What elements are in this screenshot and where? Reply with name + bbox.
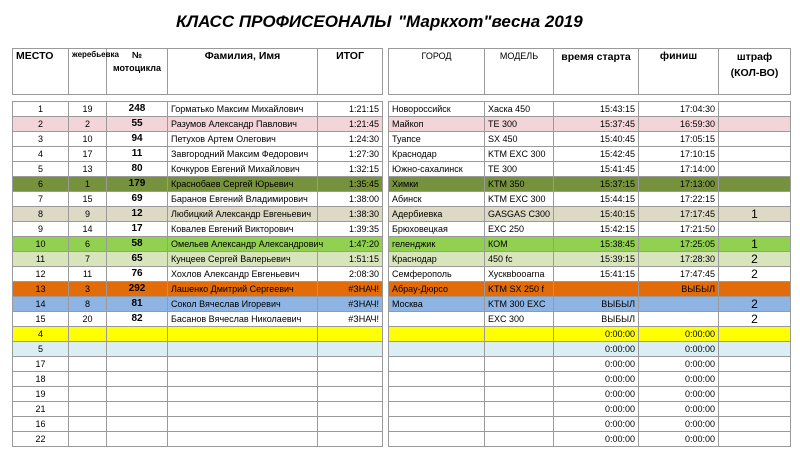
name-cell[interactable] (168, 432, 318, 447)
penalty-cell[interactable] (719, 432, 791, 447)
table-row (13, 162, 791, 177)
table-row (13, 387, 791, 402)
draw-cell[interactable] (69, 402, 107, 417)
penalty-cell[interactable] (719, 177, 791, 192)
header-number: № мотоцикла (107, 49, 168, 95)
finish-cell[interactable]: 17:25:05 (639, 237, 719, 252)
place-cell[interactable]: 6 (13, 177, 69, 192)
model-cell[interactable] (485, 417, 554, 432)
finish-cell[interactable] (639, 312, 719, 327)
number-cell[interactable] (107, 417, 168, 432)
place-cell[interactable]: 4 (13, 327, 69, 342)
total-cell[interactable]: 1:35:45 (318, 177, 383, 192)
finish-cell[interactable]: 17:14:00 (639, 162, 719, 177)
place-cell[interactable]: 7 (13, 192, 69, 207)
start-cell[interactable]: 0:00:00 (554, 417, 639, 432)
place-cell[interactable]: 11 (13, 252, 69, 267)
start-cell[interactable]: 15:43:15 (554, 102, 639, 117)
model-cell[interactable] (485, 387, 554, 402)
name-cell[interactable]: Кунцеев Сергей Валерьевич (168, 252, 318, 267)
table-row (13, 417, 791, 432)
total-cell[interactable] (318, 357, 383, 372)
model-cell[interactable] (485, 342, 554, 357)
draw-cell[interactable] (69, 327, 107, 342)
start-cell[interactable] (554, 282, 639, 297)
place-cell[interactable]: 22 (13, 432, 69, 447)
penalty-cell[interactable] (719, 282, 791, 297)
draw-cell[interactable]: 7 (69, 252, 107, 267)
penalty-cell[interactable] (719, 117, 791, 132)
name-cell[interactable] (168, 372, 318, 387)
total-cell[interactable]: 1:24:30 (318, 132, 383, 147)
number-cell[interactable]: 76 (107, 267, 168, 282)
finish-cell[interactable]: 17:10:15 (639, 147, 719, 162)
model-cell[interactable]: KTM 350 (485, 177, 554, 192)
table-row (13, 177, 791, 192)
table-row (13, 297, 791, 312)
name-cell[interactable]: Разумов Александр Павлович (168, 117, 318, 132)
draw-cell[interactable]: 13 (69, 162, 107, 177)
spacer-cell (639, 95, 719, 102)
place-cell[interactable]: 10 (13, 237, 69, 252)
finish-cell[interactable]: 17:05:15 (639, 132, 719, 147)
start-cell[interactable]: 15:37:45 (554, 117, 639, 132)
finish-cell[interactable]: 0:00:00 (639, 432, 719, 447)
start-cell[interactable]: 0:00:00 (554, 372, 639, 387)
results-table (12, 48, 791, 447)
model-cell[interactable]: TE 300 (485, 162, 554, 177)
name-cell[interactable]: Петухов Артем Олегович (168, 132, 318, 147)
finish-cell[interactable]: 16:59:30 (639, 117, 719, 132)
total-cell[interactable] (318, 327, 383, 342)
model-cell[interactable] (485, 357, 554, 372)
penalty-cell[interactable] (719, 417, 791, 432)
finish-cell[interactable]: 17:13:00 (639, 177, 719, 192)
place-cell[interactable]: 16 (13, 417, 69, 432)
model-cell[interactable]: KTM SX 250 f (485, 282, 554, 297)
city-cell[interactable]: геленджик (389, 237, 485, 252)
total-cell[interactable]: 1:21:45 (318, 117, 383, 132)
name-cell[interactable] (168, 387, 318, 402)
penalty-cell[interactable]: 2 (719, 297, 791, 312)
city-cell[interactable]: Майкоп (389, 117, 485, 132)
start-cell[interactable]: ВЫБЫЛ (554, 312, 639, 327)
city-cell[interactable] (389, 402, 485, 417)
finish-cell[interactable]: 17:28:30 (639, 252, 719, 267)
model-cell[interactable]: KTM 300 EXC (485, 297, 554, 312)
start-cell[interactable]: 0:00:00 (554, 342, 639, 357)
model-cell[interactable]: KTM EXC 300 (485, 192, 554, 207)
number-cell[interactable] (107, 432, 168, 447)
finish-cell[interactable]: 0:00:00 (639, 327, 719, 342)
spacer-cell (318, 95, 383, 102)
finish-cell[interactable]: 0:00:00 (639, 402, 719, 417)
city-cell[interactable] (389, 357, 485, 372)
place-cell[interactable]: 9 (13, 222, 69, 237)
finish-cell[interactable]: 0:00:00 (639, 387, 719, 402)
start-cell[interactable]: 15:38:45 (554, 237, 639, 252)
city-cell[interactable]: Абрау-Дюрсо (389, 282, 485, 297)
start-cell[interactable]: ВЫБЫЛ (554, 297, 639, 312)
table-row (13, 357, 791, 372)
draw-cell[interactable]: 11 (69, 267, 107, 282)
number-cell[interactable]: 82 (107, 312, 168, 327)
finish-cell[interactable]: 0:00:00 (639, 357, 719, 372)
name-cell[interactable]: Лашенко Дмитрий Сергеевич (168, 282, 318, 297)
draw-cell[interactable]: 15 (69, 192, 107, 207)
penalty-cell[interactable] (719, 402, 791, 417)
draw-cell[interactable]: 14 (69, 222, 107, 237)
model-cell[interactable]: EXC 300 (485, 312, 554, 327)
penalty-cell[interactable] (719, 357, 791, 372)
start-cell[interactable]: 15:37:15 (554, 177, 639, 192)
draw-cell[interactable]: 17 (69, 147, 107, 162)
table-row (13, 267, 791, 282)
header-finish: финиш (639, 49, 719, 95)
total-cell[interactable] (318, 432, 383, 447)
number-cell[interactable]: 94 (107, 132, 168, 147)
total-cell[interactable]: 1:39:35 (318, 222, 383, 237)
finish-cell[interactable]: ВЫБЫЛ (639, 282, 719, 297)
penalty-cell[interactable] (719, 387, 791, 402)
total-cell[interactable]: 2:08:30 (318, 267, 383, 282)
draw-cell[interactable]: 3 (69, 282, 107, 297)
place-cell[interactable]: 14 (13, 297, 69, 312)
penalty-cell[interactable] (719, 327, 791, 342)
total-cell[interactable]: #ЗНАЧ! (318, 297, 383, 312)
spacer-cell (485, 95, 554, 102)
total-cell[interactable] (318, 387, 383, 402)
name-cell[interactable]: Хохлов Александр Евгеньевич (168, 267, 318, 282)
start-cell[interactable]: 15:41:45 (554, 162, 639, 177)
total-cell[interactable] (318, 372, 383, 387)
draw-cell[interactable]: 19 (69, 102, 107, 117)
spacer-cell (554, 95, 639, 102)
number-cell[interactable]: 65 (107, 252, 168, 267)
name-cell[interactable]: Горматько Максим Михайлович (168, 102, 318, 117)
penalty-cell[interactable] (719, 132, 791, 147)
header-city: ГОРОД (389, 49, 485, 95)
number-cell[interactable]: 17 (107, 222, 168, 237)
event-title: "Маркхот"весна 2019 (398, 12, 583, 31)
start-cell[interactable]: 15:41:15 (554, 267, 639, 282)
number-cell[interactable]: 11 (107, 147, 168, 162)
number-cell[interactable] (107, 387, 168, 402)
table-row (13, 402, 791, 417)
city-cell[interactable] (389, 417, 485, 432)
city-cell[interactable]: Абинск (389, 192, 485, 207)
penalty-cell[interactable] (719, 192, 791, 207)
model-cell[interactable]: GASGAS C300 (485, 207, 554, 222)
finish-cell[interactable] (639, 297, 719, 312)
place-cell[interactable]: 3 (13, 132, 69, 147)
total-cell[interactable]: 1:51:15 (318, 252, 383, 267)
number-cell[interactable] (107, 342, 168, 357)
total-cell[interactable]: 1:21:15 (318, 102, 383, 117)
header-total: ИТОГ (318, 49, 383, 95)
city-cell[interactable]: Краснодар (389, 252, 485, 267)
number-cell[interactable]: 81 (107, 297, 168, 312)
model-cell[interactable]: EXC 250 (485, 222, 554, 237)
number-cell[interactable] (107, 402, 168, 417)
header-spacer-row (13, 95, 791, 102)
total-cell[interactable]: #ЗНАЧ! (318, 312, 383, 327)
penalty-cell[interactable]: 2 (719, 267, 791, 282)
draw-cell[interactable]: 1 (69, 177, 107, 192)
penalty-cell[interactable]: 1 (719, 237, 791, 252)
table-row (13, 222, 791, 237)
table-row (13, 282, 791, 297)
start-cell[interactable]: 15:44:15 (554, 192, 639, 207)
start-cell[interactable]: 0:00:00 (554, 357, 639, 372)
sheet-title (0, 12, 800, 38)
total-cell[interactable]: 1:32:15 (318, 162, 383, 177)
start-cell[interactable]: 15:42:45 (554, 147, 639, 162)
place-cell[interactable]: 4 (13, 147, 69, 162)
place-cell[interactable]: 13 (13, 282, 69, 297)
total-cell[interactable]: 1:47:20 (318, 237, 383, 252)
table-row (13, 102, 791, 117)
draw-cell[interactable]: 10 (69, 132, 107, 147)
number-cell[interactable]: 80 (107, 162, 168, 177)
penalty-cell[interactable]: 2 (719, 312, 791, 327)
place-cell[interactable]: 8 (13, 207, 69, 222)
draw-cell[interactable]: 2 (69, 117, 107, 132)
city-cell[interactable] (389, 342, 485, 357)
city-cell[interactable]: Краснодар (389, 147, 485, 162)
place-cell[interactable]: 18 (13, 372, 69, 387)
city-cell[interactable] (389, 327, 485, 342)
model-cell[interactable]: 450 fc (485, 252, 554, 267)
city-cell[interactable] (389, 432, 485, 447)
city-cell[interactable]: Брюховецкая (389, 222, 485, 237)
model-cell[interactable]: TE 300 (485, 117, 554, 132)
number-cell[interactable]: 248 (107, 102, 168, 117)
table-row (13, 192, 791, 207)
name-cell[interactable]: Сокол Вячеслав Игоревич (168, 297, 318, 312)
table-row (13, 252, 791, 267)
model-cell[interactable]: SX 450 (485, 132, 554, 147)
start-cell[interactable]: 0:00:00 (554, 402, 639, 417)
finish-cell[interactable]: 17:47:45 (639, 267, 719, 282)
start-cell[interactable]: 0:00:00 (554, 387, 639, 402)
name-cell[interactable]: Любицкий Александр Евгеньевич (168, 207, 318, 222)
draw-cell[interactable] (69, 357, 107, 372)
header-place: МЕСТО (13, 49, 69, 95)
draw-cell[interactable] (69, 432, 107, 447)
number-cell[interactable]: 179 (107, 177, 168, 192)
place-cell[interactable]: 1 (13, 102, 69, 117)
name-cell[interactable]: Басанов Вячеслав Николаевич (168, 312, 318, 327)
start-cell[interactable]: 15:40:15 (554, 207, 639, 222)
city-cell[interactable] (389, 312, 485, 327)
city-cell[interactable]: Семферополь (389, 267, 485, 282)
table-row (13, 147, 791, 162)
place-cell[interactable]: 17 (13, 357, 69, 372)
total-cell[interactable] (318, 417, 383, 432)
penalty-cell[interactable]: 2 (719, 252, 791, 267)
total-cell[interactable]: 1:38:30 (318, 207, 383, 222)
results-body (13, 95, 791, 447)
finish-cell[interactable]: 0:00:00 (639, 342, 719, 357)
finish-cell[interactable]: 17:22:15 (639, 192, 719, 207)
place-cell[interactable]: 12 (13, 267, 69, 282)
number-cell[interactable] (107, 357, 168, 372)
start-cell[interactable]: 15:40:45 (554, 132, 639, 147)
name-cell[interactable] (168, 357, 318, 372)
penalty-cell[interactable] (719, 342, 791, 357)
penalty-cell[interactable] (719, 222, 791, 237)
header-model: МОДЕЛЬ (485, 49, 554, 95)
place-cell[interactable]: 21 (13, 402, 69, 417)
model-cell[interactable]: KTM EXC 300 (485, 147, 554, 162)
name-cell[interactable]: Баранов Евгений Владимирович (168, 192, 318, 207)
table-row (13, 117, 791, 132)
table-row (13, 312, 791, 327)
total-cell[interactable] (318, 402, 383, 417)
name-cell[interactable] (168, 402, 318, 417)
number-cell[interactable] (107, 372, 168, 387)
table-row (13, 342, 791, 357)
spacer-cell (719, 95, 791, 102)
table-row (13, 237, 791, 252)
header-start: время старта (554, 49, 639, 95)
class-title: КЛАСС ПРОФИСЕОНАЛЫ (176, 12, 392, 31)
spacer-cell (168, 95, 318, 102)
place-cell[interactable]: 19 (13, 387, 69, 402)
finish-cell[interactable]: 0:00:00 (639, 372, 719, 387)
city-cell[interactable]: Туапсе (389, 132, 485, 147)
draw-cell[interactable]: 6 (69, 237, 107, 252)
header-name: Фамилия, Имя (168, 49, 318, 95)
header-row (13, 49, 791, 95)
model-cell[interactable]: Хусквbooarna (485, 267, 554, 282)
model-cell[interactable] (485, 327, 554, 342)
draw-cell[interactable]: 9 (69, 207, 107, 222)
name-cell[interactable]: Ковалев Евгений Викторович (168, 222, 318, 237)
city-cell[interactable] (389, 372, 485, 387)
spacer-cell (107, 95, 168, 102)
table-row (13, 132, 791, 147)
finish-cell[interactable]: 0:00:00 (639, 417, 719, 432)
spacer-cell (13, 95, 69, 102)
name-cell[interactable]: Краснобаев Сергей Юрьевич (168, 177, 318, 192)
name-cell[interactable] (168, 327, 318, 342)
penalty-cell[interactable] (719, 372, 791, 387)
number-cell[interactable]: 55 (107, 117, 168, 132)
city-cell[interactable]: Новороссийск (389, 102, 485, 117)
name-cell[interactable]: Кочкуров Евгений Михайлович (168, 162, 318, 177)
place-cell[interactable]: 5 (13, 162, 69, 177)
draw-cell[interactable] (69, 372, 107, 387)
table-row (13, 327, 791, 342)
number-cell[interactable]: 12 (107, 207, 168, 222)
name-cell[interactable]: Завгородний Максим Федорович (168, 147, 318, 162)
total-cell[interactable] (318, 342, 383, 357)
name-cell[interactable] (168, 417, 318, 432)
city-cell[interactable]: Химки (389, 177, 485, 192)
place-cell[interactable]: 15 (13, 312, 69, 327)
model-cell[interactable] (485, 402, 554, 417)
draw-cell[interactable] (69, 417, 107, 432)
table-row (13, 207, 791, 222)
total-cell[interactable]: 1:38:00 (318, 192, 383, 207)
model-cell[interactable]: КОМ (485, 237, 554, 252)
total-cell[interactable]: #ЗНАЧ! (318, 282, 383, 297)
finish-cell[interactable]: 17:21:50 (639, 222, 719, 237)
draw-cell[interactable]: 20 (69, 312, 107, 327)
penalty-cell[interactable]: 1 (719, 207, 791, 222)
draw-cell[interactable] (69, 342, 107, 357)
start-cell[interactable]: 15:39:15 (554, 252, 639, 267)
place-cell[interactable]: 5 (13, 342, 69, 357)
name-cell[interactable]: Омельев Александр Александрович (168, 237, 318, 252)
draw-cell[interactable]: 8 (69, 297, 107, 312)
header-draw: жеребьевка (69, 49, 107, 95)
finish-cell[interactable]: 17:17:45 (639, 207, 719, 222)
model-cell[interactable] (485, 432, 554, 447)
table-row (13, 432, 791, 447)
header-penalty: штраф (КОЛ-ВО) (719, 49, 791, 95)
draw-cell[interactable] (69, 387, 107, 402)
table-row (13, 372, 791, 387)
number-cell[interactable]: 58 (107, 237, 168, 252)
total-cell[interactable]: 1:27:30 (318, 147, 383, 162)
finish-cell[interactable]: 17:04:30 (639, 102, 719, 117)
start-cell[interactable]: 15:42:15 (554, 222, 639, 237)
city-cell[interactable]: Москва (389, 297, 485, 312)
model-cell[interactable] (485, 372, 554, 387)
penalty-cell[interactable] (719, 147, 791, 162)
penalty-cell[interactable] (719, 102, 791, 117)
spacer-cell (69, 95, 107, 102)
number-cell[interactable]: 292 (107, 282, 168, 297)
name-cell[interactable] (168, 342, 318, 357)
start-cell[interactable]: 0:00:00 (554, 327, 639, 342)
number-cell[interactable] (107, 327, 168, 342)
spacer-cell (389, 95, 485, 102)
city-cell[interactable] (389, 387, 485, 402)
model-cell[interactable]: Хаска 450 (485, 102, 554, 117)
penalty-cell[interactable] (719, 162, 791, 177)
city-cell[interactable]: Южно-сахалинск (389, 162, 485, 177)
place-cell[interactable]: 2 (13, 117, 69, 132)
start-cell[interactable]: 0:00:00 (554, 432, 639, 447)
number-cell[interactable]: 69 (107, 192, 168, 207)
city-cell[interactable]: Адербиевка (389, 207, 485, 222)
